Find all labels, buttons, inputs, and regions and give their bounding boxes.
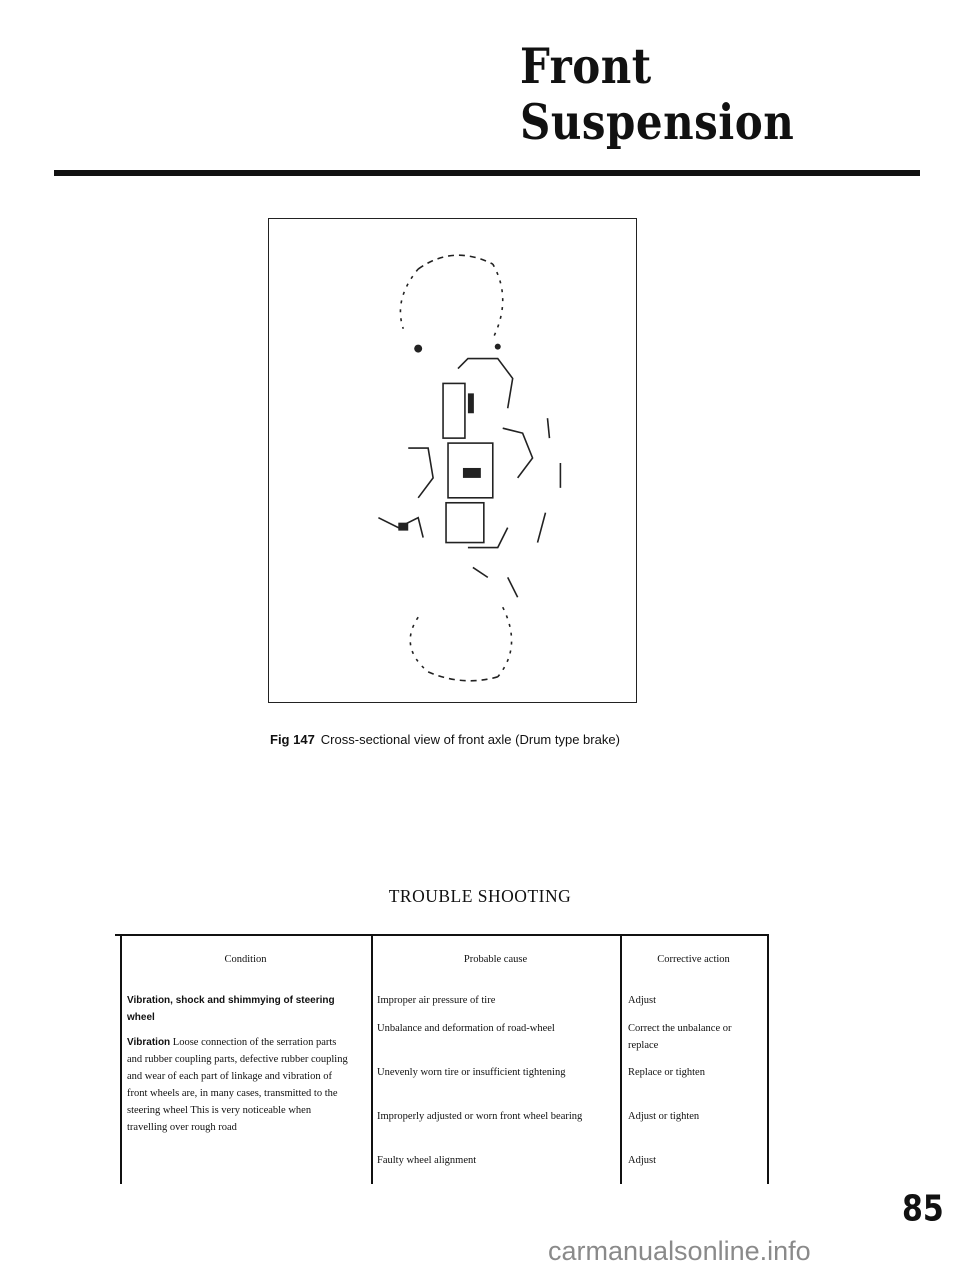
table-right-rule bbox=[767, 934, 769, 1184]
action-item: Replace or tighten bbox=[628, 1067, 705, 1078]
header-corrective-action: Corrective action bbox=[657, 954, 730, 965]
figure-caption-text: Cross-sectional view of front axle (Drum type brake) bbox=[320, 732, 620, 747]
cause-item: Unevenly worn tire or insufficient tightening bbox=[377, 1067, 566, 1078]
watermark: carmanualsonline.info bbox=[548, 1236, 811, 1266]
cause-item: Improperly adjusted or worn front wheel bearing bbox=[377, 1111, 583, 1122]
trouble-shooting-table bbox=[115, 934, 775, 1184]
table-column-rule bbox=[371, 934, 373, 1184]
condition-cell bbox=[127, 992, 353, 1136]
figure-caption bbox=[270, 732, 620, 747]
header-condition: Condition bbox=[224, 954, 267, 965]
cause-cell bbox=[377, 992, 612, 1169]
table-column-rule bbox=[620, 934, 622, 1184]
action-item: Adjust bbox=[628, 1155, 657, 1166]
cause-item: Improper air pressure of tire bbox=[377, 995, 496, 1006]
condition-text: Loose connection of the serration parts and rubber coupling parts, defective rubber coupling and wear of each part of linkage and vibration of front wheels are, in many cases, transmitted to the steering wheel This is very noticeable when travelling over rough road bbox=[127, 1037, 348, 1133]
condition-subtitle: Vibration bbox=[127, 1037, 171, 1048]
front-axle-cross-section-drawing bbox=[269, 219, 636, 702]
figure-frame bbox=[268, 218, 637, 703]
header-probable-cause: Probable cause bbox=[463, 954, 528, 965]
title-rule bbox=[54, 170, 920, 176]
action-cell bbox=[628, 992, 763, 1169]
action-item: Adjust or tighten bbox=[628, 1111, 700, 1122]
figure-number: Fig 147 bbox=[270, 732, 315, 747]
page-number: 85 bbox=[902, 1188, 944, 1230]
cause-item: Faulty wheel alignment bbox=[377, 1155, 477, 1166]
condition-description bbox=[127, 1034, 353, 1136]
condition-title: Vibration, shock and shimmying of steering wheel bbox=[127, 995, 335, 1023]
page-title: Front Suspension bbox=[520, 38, 795, 151]
table-top-rule bbox=[115, 934, 767, 936]
section-heading: TROUBLE SHOOTING bbox=[388, 886, 572, 906]
action-item: Correct the unbalance or replace bbox=[628, 1023, 732, 1051]
cause-item: Unbalance and deformation of road-wheel bbox=[377, 1023, 555, 1034]
table-left-rule bbox=[120, 934, 122, 1184]
action-item: Adjust bbox=[628, 995, 657, 1006]
